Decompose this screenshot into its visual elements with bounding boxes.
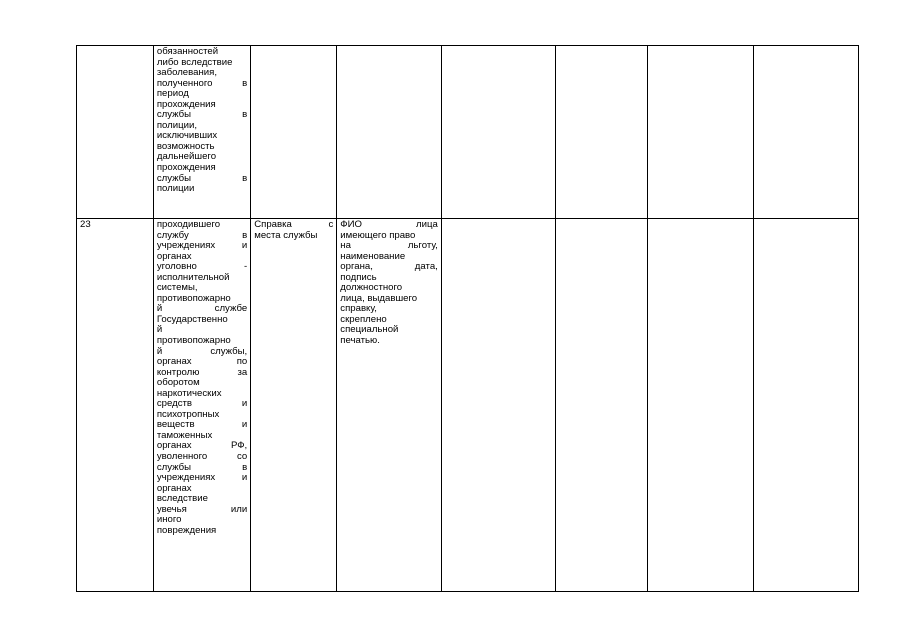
text-line: исполнительной <box>156 271 230 283</box>
benefits-table <box>76 45 859 592</box>
text-line: заболевания, <box>156 67 217 79</box>
empty-cell <box>754 219 859 592</box>
document-cell <box>251 219 337 592</box>
text-line: исключивших <box>156 130 218 142</box>
text-line: психотропных <box>156 408 220 420</box>
text-line: прохождения <box>156 162 216 174</box>
text-line: Справка с <box>254 219 334 230</box>
text-line: учреждениях и <box>156 472 248 484</box>
empty-cell <box>754 46 859 219</box>
text-line: специальной <box>340 324 399 336</box>
row-number-cell: 23 <box>77 219 154 592</box>
text-line: наркотических <box>156 387 222 399</box>
text-line: ФИО лица <box>340 219 438 230</box>
text-line: Государственно <box>156 313 228 325</box>
category-cell <box>153 46 250 219</box>
text-line: оборотом <box>156 377 200 389</box>
text-line: средств и <box>156 398 248 410</box>
text-line: вследствие <box>156 493 208 505</box>
text-line: должностного <box>340 282 403 294</box>
empty-cell <box>555 46 647 219</box>
details-cell <box>337 219 442 592</box>
details-cell <box>337 46 442 219</box>
empty-cell <box>441 46 555 219</box>
text-line: службы в <box>156 461 248 473</box>
text-line: уголовно - <box>156 261 248 273</box>
text-line: возможность <box>156 140 215 152</box>
category-cell <box>153 219 250 592</box>
text-line: органах <box>156 482 192 494</box>
text-line: увечья или <box>156 503 248 515</box>
text-line: обязанностей <box>156 46 219 57</box>
text-line: й службы, <box>156 345 248 357</box>
category-text <box>157 220 247 536</box>
category-text <box>157 47 247 195</box>
table-row <box>77 219 859 592</box>
text-line: справку, <box>340 303 377 315</box>
text-line: уволенного со <box>156 451 248 463</box>
text-line: органах РФ, <box>156 440 248 452</box>
text-line: системы, <box>156 282 198 294</box>
text-line: имеющего право <box>340 229 416 241</box>
text-line: дальнейшего <box>156 151 217 163</box>
text-line: места службы <box>254 229 318 241</box>
document-cell <box>251 46 337 219</box>
text-line: подпись <box>340 271 377 283</box>
text-line: учреждениях и <box>156 240 248 252</box>
text-line: противопожарно <box>156 292 231 304</box>
empty-cell <box>441 219 555 592</box>
row-number-cell <box>77 46 154 219</box>
details-text <box>340 220 438 347</box>
text-line: лица, выдавшего <box>340 292 418 304</box>
text-line: й <box>156 324 163 336</box>
table-row <box>77 46 859 219</box>
text-line: период <box>156 88 189 100</box>
text-line: веществ и <box>156 419 248 431</box>
empty-cell <box>647 219 754 592</box>
text-line: службы в <box>156 172 248 184</box>
empty-cell <box>555 219 647 592</box>
text-line: повреждения <box>156 524 217 536</box>
text-line: службы в <box>156 109 248 121</box>
text-line: полиции <box>156 183 195 195</box>
text-line: органах <box>156 250 192 262</box>
text-line: контролю за <box>156 366 248 378</box>
text-line: органах по <box>156 356 248 368</box>
text-line: наименование <box>340 250 406 262</box>
text-line: полиции, <box>156 119 198 131</box>
text-line: полученного в <box>156 77 248 89</box>
text-line: проходившего <box>156 219 221 230</box>
text-line: либо вследствие <box>156 56 233 68</box>
document-text <box>254 220 333 241</box>
text-line: иного <box>156 514 182 526</box>
text-line: й службе <box>156 303 248 315</box>
text-line: на льготу, <box>340 240 438 252</box>
text-line: противопожарно <box>156 335 231 347</box>
text-line: службу в <box>156 229 248 241</box>
text-line: органа, дата, <box>340 261 438 273</box>
text-line: печатью. <box>340 335 380 347</box>
text-line: скреплено <box>340 313 387 325</box>
empty-cell <box>647 46 754 219</box>
text-line: таможенных <box>156 429 213 441</box>
text-line: прохождения <box>156 98 216 110</box>
